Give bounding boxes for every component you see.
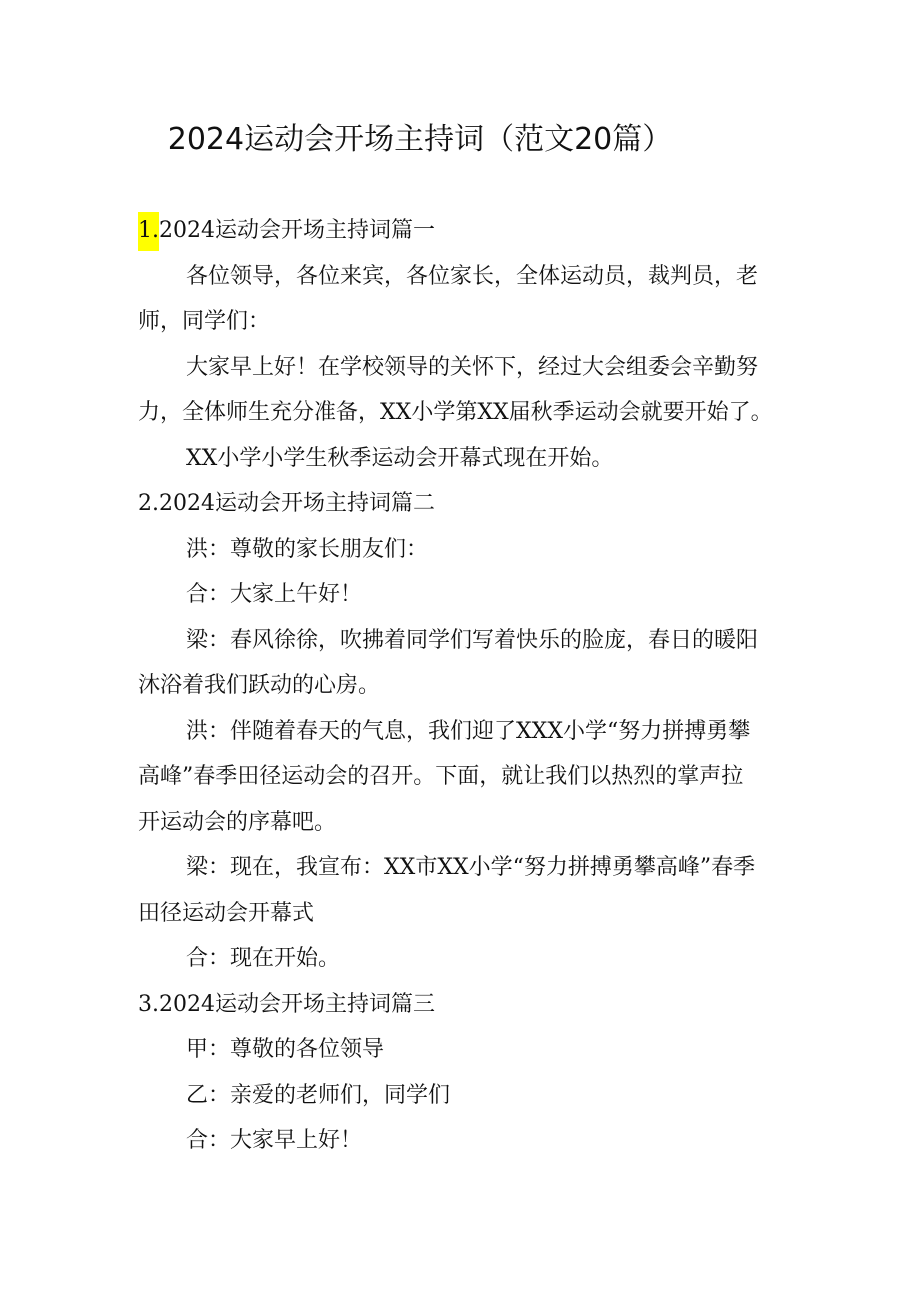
paragraph-line: 洪：伴随着春天的气息，我们迎了XXX小学“努力拼搏勇攀 bbox=[186, 718, 751, 744]
paragraph-line: 各位领导，各位来宾，各位家长，全体运动员，裁判员，老 bbox=[186, 263, 759, 289]
paragraph-line: 力，全体师生充分准备，XX小学第XX届秋季运动会就要开始了。 bbox=[138, 400, 773, 425]
paragraph-line: 乙：亲爱的老师们，同学们 bbox=[186, 1082, 451, 1108]
document-body bbox=[138, 208, 788, 1164]
section-heading-2: 2.2024运动会开场主持词篇二 bbox=[138, 491, 435, 516]
paragraph-line: 开运动会的序幕吧。 bbox=[138, 809, 337, 835]
highlighted-number: 1. bbox=[138, 212, 159, 251]
paragraph-line: 甲：尊敬的各位领导 bbox=[186, 1037, 385, 1062]
paragraph-line: 沐浴着我们跃动的心房。 bbox=[138, 673, 381, 698]
paragraph-line: 梁：春风徐徐，吹拂着同学们写着快乐的脸庞，春日的暖阳 bbox=[186, 627, 759, 653]
paragraph-line: 合：大家早上好！ bbox=[186, 1128, 363, 1153]
paragraph-line: 田径运动会开幕式 bbox=[138, 900, 315, 926]
paragraph-line: 合：现在开始。 bbox=[186, 946, 341, 971]
paragraph-line: 高峰”春季田径运动会的召开。下面，就让我们以热烈的掌声拉 bbox=[138, 764, 744, 789]
paragraph-line: 梁：现在，我宣布：XX市XX小学“努力拼搏勇攀高峰”春季 bbox=[186, 855, 756, 880]
section-heading-3: 3.2024运动会开场主持词篇三 bbox=[138, 991, 435, 1017]
paragraph-line: XX小学小学生秋季运动会开幕式现在开始。 bbox=[186, 445, 614, 471]
section-heading-text: 2024运动会开场主持词篇一 bbox=[159, 218, 435, 243]
paragraph-line: 合：大家上午好！ bbox=[186, 582, 363, 607]
paragraph-line: 师，同学们： bbox=[138, 309, 271, 334]
paragraph-line: 洪：尊敬的家长朋友们： bbox=[186, 536, 429, 562]
paragraph-line: 大家早上好！在学校领导的关怀下，经过大会组委会辛勤努 bbox=[186, 354, 759, 380]
section-heading-1 bbox=[138, 208, 788, 254]
document-title: 2024运动会开场主持词（范文20篇） bbox=[167, 122, 673, 157]
